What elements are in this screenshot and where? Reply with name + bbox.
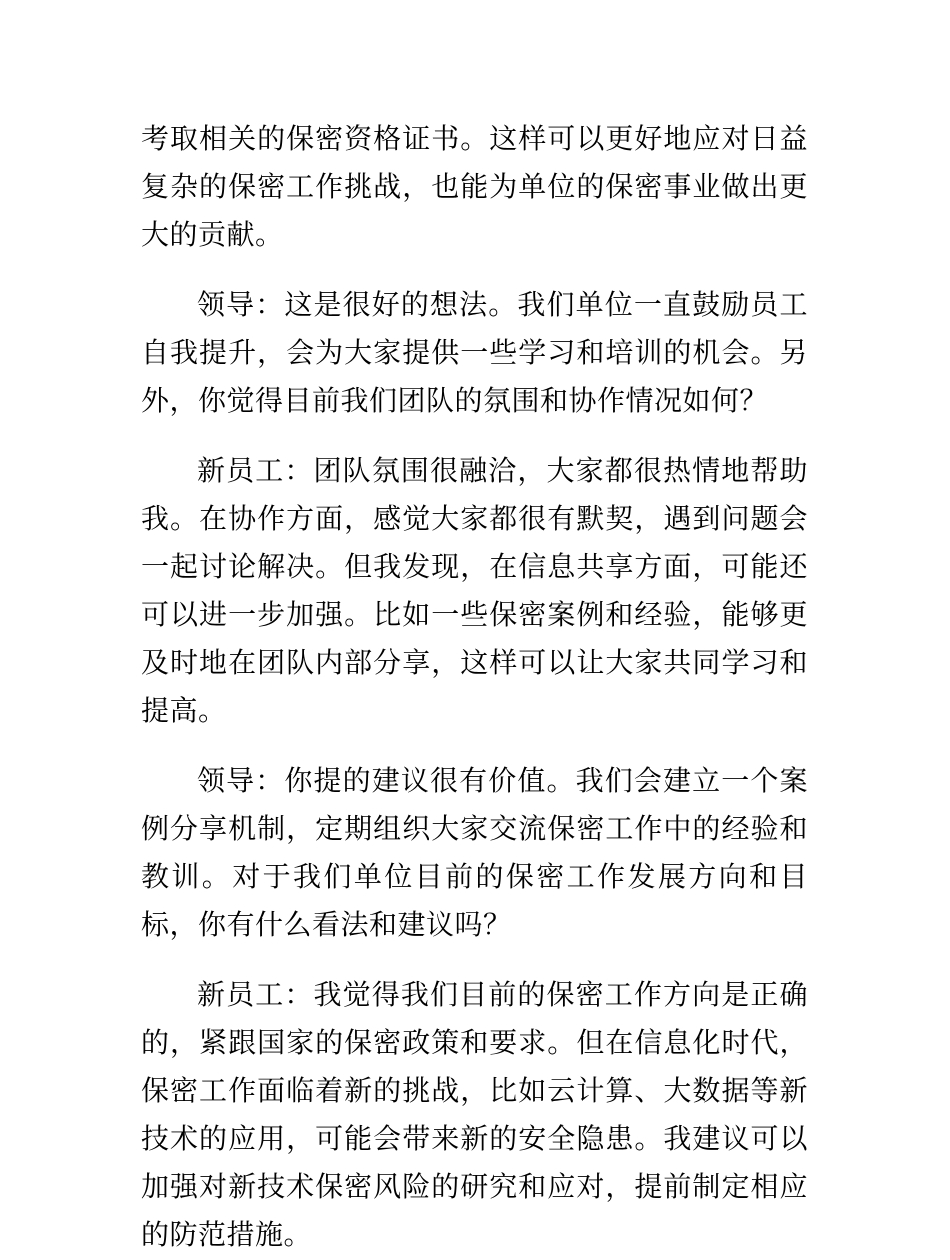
paragraph-new-employee-2: 新员工：我觉得我们目前的保密工作方向是正确的，紧跟国家的保密政策和要求。但在信息化时代，保密工作面临着新的挑战，比如云计算、大数据等新技术的应用，可能会带来新的安全隐患。我建议可以加强对新技术保密风险的研究和应对，提前制定相应的防范措施。 — [141, 980, 808, 1251]
paragraph-leader-2: 领导：你提的建议很有价值。我们会建立一个案例分享机制，定期组织大家交流保密工作中的经验和教训。对于我们单位目前的保密工作发展方向和目标，你有什么看法和建议吗？ — [141, 766, 808, 941]
paragraph-leader-1: 领导：这是很好的想法。我们单位一直鼓励员工自我提升，会为大家提供一些学习和培训的机会。另外，你觉得目前我们团队的氛围和协作情况如何？ — [141, 290, 808, 417]
paragraph-new-employee-1: 新员工：团队氛围很融洽，大家都很热情地帮助我。在协作方面，感觉大家都很有默契，遇到问题会一起讨论解决。但我发现，在信息共享方面，可能还可以进一步加强。比如一些保密案例和经验，能够更及时地在团队内部分享，这样可以让大家共同学习和提高。 — [141, 456, 808, 727]
paragraph-continuation: 考取相关的保密资格证书。这样可以更好地应对日益复杂的保密工作挑战，也能为单位的保密事业做出更大的贡献。 — [141, 124, 808, 251]
